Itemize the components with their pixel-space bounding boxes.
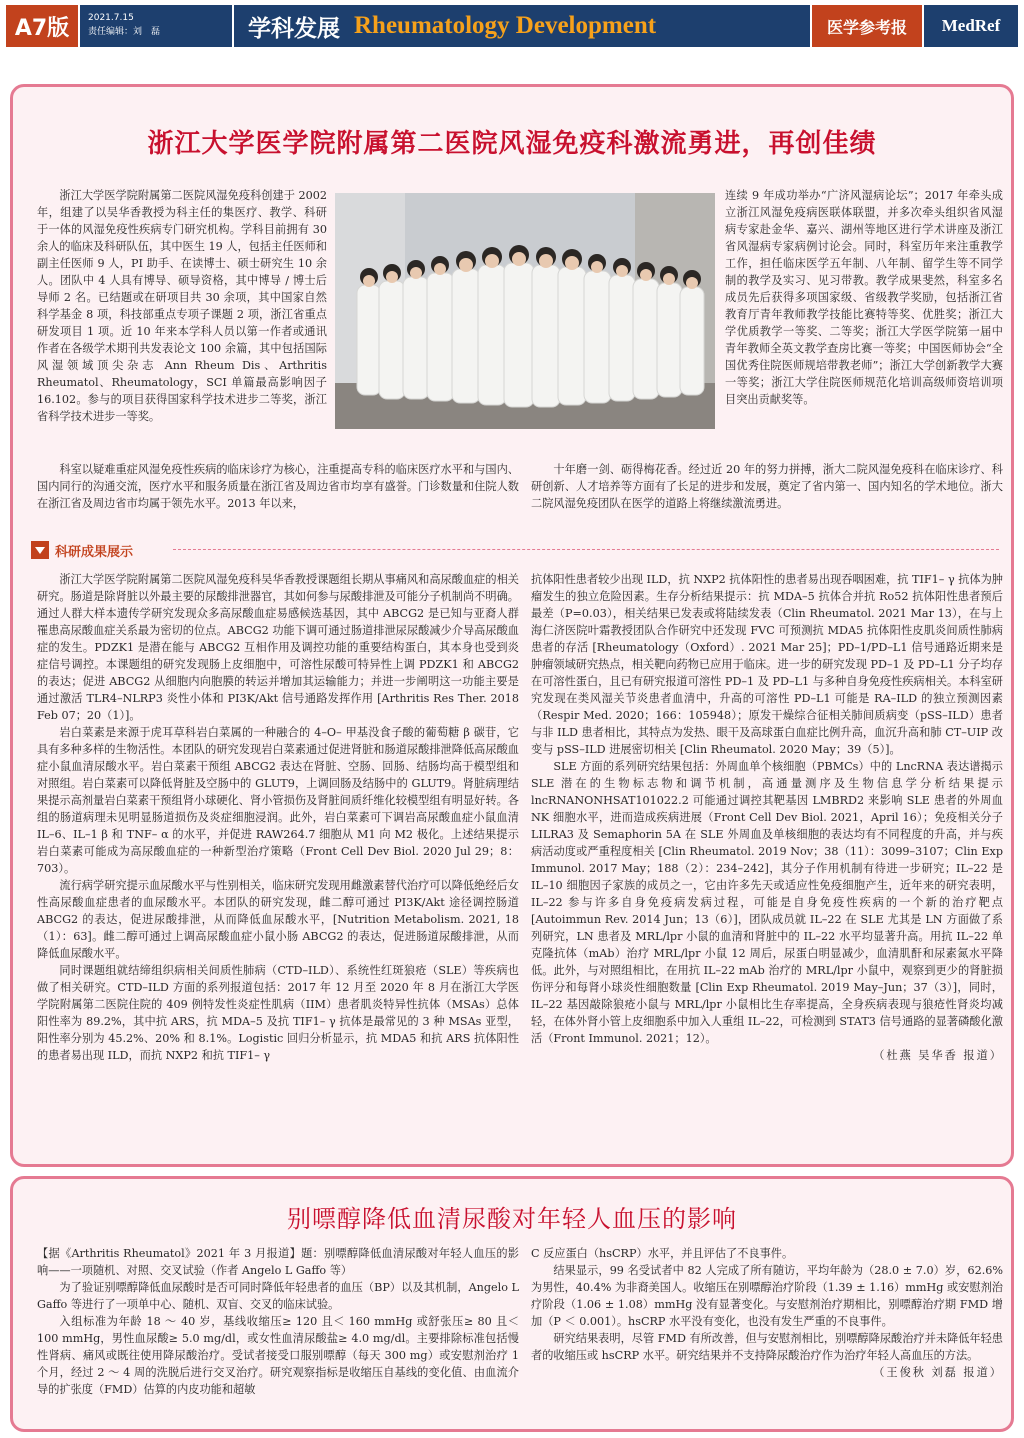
paragraph: 同时课题组就结缔组织病相关间质性肺病（CTD–ILD）、系统性红斑狼疮（SLE）等疾病也做了相关研究。CTD–ILD 方面的系列报道包括：2017 年 12 月至 2020 年 8 月在浙江大学医学院附属第二医院住院的 409 例特发性炎症性肌病（IIM）患者肌炎特异性抗体（MSAs）总体阳性率为 89.2%，其中抗 ARS，抗 MDA–5 及抗 TIF1– γ 抗体是最常见的 3 种 MSAs 亚型，阳性率分别为 45.2%、20% 和 8.1%。Logistic 回归分析显示，抗 MDA5 和抗 ARS 抗体阳性的患者易出现 ILD，而抗 NXP2 和抗 TIF1– γ <box>37 964 519 1062</box>
article-panel-main <box>10 84 1014 1167</box>
page-header <box>6 5 1018 47</box>
issue-meta <box>78 5 232 47</box>
article-panel-secondary <box>10 1176 1014 1432</box>
paragraph: 【据《Arthritis Rheumatol》2021 年 3 月报道】题：别嘌醇降低血清尿酸对年轻人血压的影响——一项随机、对照、交叉试验（作者 Angelo L Gaffo 等） <box>37 1247 519 1277</box>
paragraph: 结果显示，99 名受试者中 82 人完成了所有随访，平均年龄为（28.0 ± 7.0）岁，62.6% 为男性，40.4% 为非裔美国人。收缩压在别嘌醇治疗阶段（1.39 ± 1.16）mmHg 或安慰剂治疗阶段（1.06 ± 1.08）mmHg 没有显著变化。与安慰剂治疗期相比，别嘌醇治疗期 FMD 增加（P ＜ 0.001）。hsCRP 水平没有变化，也没有发生严重的不良事件。 <box>531 1264 1003 1328</box>
issue-editor: 责任编辑：刘 磊 <box>88 27 161 37</box>
section-title <box>232 5 810 47</box>
paragraph: 研究结果表明，尽管 FMD 有所改善，但与安慰剂相比，别嘌醇降尿酸治疗并未降低年轻患者的收缩压或 hsCRP 水平。研究结果并不支持降尿酸治疗作为治疗年轻人高血压的方法。 <box>531 1332 1003 1362</box>
paragraph: SLE 方面的系列研究结果包括：外周血单个核细胞（PBMCs）中的 LncRNA 表达谱揭示 SLE 潜在的生物标志物和调节机制，高通量测序及生物信息学分析结果提示 lncRNANONHSAT101022.2 可能通过调控其靶基因 LMBRD2 来影响 SLE 患者的外周血 NK 细胞水平，进而造成疾病进展（Front Cell Dev Biol. 2021，April 16）；免疫相关分子 LILRA3 及 Semaphorin 5A 在 SLE 外周血及单核细胞的表达均有不同程度的升高，并与疾病活动度或严重程度相关 [Clin Rheumatol. 2019 Nov；38（11）：3099–3107；Clin Exp Immunol. 2017 May；188（2）：234–242]，其分子作用机制有待进一步研究；IL–22 是 IL–10 细胞因子家族的成员之一，它由许多先天或适应性免疫细胞产生，近年来的研究表明，IL–22 参与许多自身免疫病发病过程，可能是自身免疫性疾病的一个新的治疗靶点 [Autoimmun Rev. 2014 Jun；13（6）]，团队成员就 IL–22 在 SLE 尤其是 LN 方面做了系列研究，LN 患者及 MRL/lpr 小鼠的血清和肾脏中的 IL–22 水平均显著升高。用抗 IL–22 单克隆抗体（mAb）治疗 MRL/lpr 小鼠 12 周后，尿蛋白明显减少，血清肌酐和尿素氮水平降低。此外，与对照组相比，在用抗 IL–22 mAb 治疗的 MRL/lpr 小鼠中，观察到更少的肾脏损伤评分和每肾小球炎性细胞数量 [Clin Exp Rheumatol. 2019 May–Jun；37（3）]，同时，IL–22 基因敲除狼疮小鼠与 MRL/lpr 小鼠相比生存率提高，全身疾病表现与狼疮性肾炎均减轻，在体外肾小管上皮细胞系中加入人重组 IL–22，可检测到 STAT3 信号通路的显著磷酸化激活（Front Immunol. 2021；12）。 <box>531 760 1003 1045</box>
intro-left-column-lower <box>37 461 519 512</box>
paragraph: 流行病学研究提示血尿酸水平与性别相关，临床研究发现用雌激素替代治疗可以降低绝经后女性高尿酸血症患者的血尿酸水平。本团队的研究发现，雌二醇可通过 PI3K/Akt 途径调控肠道 ABCG2 的表达，促进尿酸排泄，从而降低血尿酸水平，[Nutrition Metabolism. 2021, 18（1）：63]。雌二醇可通过上调高尿酸血症小鼠小肠 ABCG2 的表达，促进肠道尿酸排泄，从而降低血尿酸水平。 <box>37 879 519 960</box>
section-label: 科研成果展示 <box>55 544 134 560</box>
paragraph: 浙江大学医学院附属第二医院风湿免疫科吴华香教授课题组长期从事痛风和高尿酸血症的相关研究。肠道是除肾脏以外最主要的尿酸排泄器官，其如何参与尿酸排泄及可能分子机制尚不明确。通过人群大样本遗传学研究发现众多高尿酸血症易感候选基因，其中 ABCG2 是已知与亚裔人群罹患高尿酸血症关系最为密切的位点。ABCG2 功能下调可通过肠道排泄尿尿酸减少介导高尿酸血症的发生。PDZK1 是潜在能与 ABCG2 互相作用及调控功能的重要结构蛋白，其本身也受到炎症信号调控。本课题组的研究发现肠上皮细胞中，可溶性尿酸可特异性上调 PDZK1 和 ABCG2 的表达；促进 ABCG2 从细胞内向胞膜的转运并增加其运输能力；并进一步阐明这一功能主要是通过激活 TLR4–NLRP3 炎性小体和 PI3K/Akt 信号通路发挥作用 [Arthritis Res Ther. 2018 Feb 07；20（1）]。 <box>37 573 519 722</box>
intro-left-column <box>37 187 327 425</box>
paragraph: 为了验证别嘌醇降低血尿酸时是否可同时降低年轻患者的血压（BP）以及其机制，Angelo L Gaffo 等进行了一项单中心、随机、双盲、交叉的临床试验。 <box>37 1281 519 1311</box>
paragraph: 入组标准为年龄 18 ～ 40 岁，基线收缩压≥ 120 且＜ 160 mmHg 或舒张压≥ 80 且＜ 100 mmHg，男性血尿酸≥ 5.0 mg/dl，或女性血清尿酸盐≥ 4.0 mg/dl。主要排除标准包括慢性肾病、痛风或既往使用降尿酸治疗。受试者接受口服别嘌醇（每天 300 mg）或安慰剂治疗 1 个月，经过 2 ～ 4 周的洗脱后进行交叉治疗。研究观察指标是收缩压自基线的变化值、由血流介导的扩张度（FMD）估算的内皮功能和超敏 <box>37 1315 519 1396</box>
intro-right-column <box>725 187 1003 408</box>
research-right-column <box>531 571 1003 1064</box>
section-title-en: Rheumatology Development <box>354 12 657 39</box>
issue-date: 2021.7.15 <box>88 13 134 23</box>
research-left-column <box>37 571 519 1064</box>
paragraph: 十年磨一剑、砺得梅花香。经过近 20 年的努力拼搏，浙大二院风湿免疫科在临床诊疗、科研创新、人才培养等方面有了长足的进步和发展，奠定了省内第一、国内知名的学术地位。浙大二院风湿免疫团队在医学的道路上将继续激流勇进。 <box>531 463 1003 510</box>
paragraph: 岩白菜素是来源于虎耳草科岩白菜属的一种融合的 4–O– 甲基没食子酸的葡萄糖 β 碳苷，它具有多种多样的生物活性。本团队的研究发现岩白菜素通过促进肾脏和肠道尿酸排泄降低高尿酸血症小鼠血清尿酸水平。岩白菜素干预组 ABCG2 表达在肾脏、空肠、回肠、结肠均高于模型组和对照组。岩白菜素可以降低肾脏及空肠中的 GLUT9，上调回肠及结肠中的 GLUT9。肾脏病理结果提示高剂量岩白菜素干预组肾小球硬化、肾小管损伤及肾脏间质纤维化较模型组有明显好转。各组的肠道病理未见明显肠道损伤及炎症细胞浸润。此外，岩白菜素可下调岩高尿酸血症小鼠血清 IL–6、IL–1 β 和 TNF– α 的水平，并促进 RAW264.7 细胞从 M1 向 M2 极化。上述结果提示岩白菜素可能成为高尿酸血症的一种新型治疗策略（Front Cell Dev Biol. 2020 Jul 29；8：703）。 <box>37 726 519 875</box>
article-title: 浙江大学医学院附属第二医院风湿免疫科激流勇进，再创佳绩 <box>147 129 877 159</box>
article2-right-column <box>531 1245 1003 1381</box>
byline: （杜燕 吴华香 报道） <box>873 1049 1003 1062</box>
paragraph: 连续 9 年成功举办“广济风湿病论坛”；2017 年牵头成立浙江风湿免疫病医联体联盟，并多次牵头组织省风湿病专家赴金华、嘉兴、湖州等地区进行学术讲座及浙江省风湿病专家病例讨论会。同时，科室历年来注重教学工作，担任临床医学五年制、八年制、留学生等不同学制的教学及实习、见习带教。教学成果斐然，科室多名成员先后获得多项国家级、省级教学奖励，包括浙江省教育厅青年教师教学技能比赛特等奖、优胜奖；浙江大学优质教学一等奖、二等奖；浙江大学医学院第一届中青年教师全英文教学查房比赛一等奖；中国医师协会“全国优秀住院医师规培带教老师”；浙江大学创新教学大赛一等奖；浙江大学住院医师规范化培训高级师资培训项目突出贡献奖等。 <box>725 189 1003 406</box>
paragraph: C 反应蛋白（hsCRP）水平，并且评估了不良事件。 <box>531 1247 794 1260</box>
page-number: A7版 <box>6 5 78 47</box>
brand-name-en: MedRef <box>922 5 1018 47</box>
section-title-cn: 学科发展 <box>248 14 340 42</box>
paragraph: 科室以疑难重症风湿免疫性疾病的临床诊疗为核心，注重提高专科的临床医疗水平和与国内、国内同行的沟通交流，医疗水平和服务质量在浙江省及周边省市均享有盛誉。门诊数量和住院人数在浙江省及周边省市均属于领先水平。2013 年以来， <box>37 463 519 510</box>
section-ribbon <box>31 539 133 561</box>
triangle-down-icon <box>31 541 49 559</box>
team-photo <box>335 193 715 429</box>
paragraph: 抗体阳性患者较少出现 ILD，抗 NXP2 抗体阳性的患者易出现吞咽困难，抗 TIF1– γ 抗体为肿瘤发生的独立危险因素。生存分析结果提示：抗 MDA–5 抗体合并抗 Ro52 抗体阳性患者预后最差（P=0.03），相关结果已发表或将陆续发表（Clin Rheumatol. 2021 Mar 13），在与上海仁济医院叶霜教授团队合作研究中还发现 FVC 可预测抗 MDA5 抗体阳性皮肌炎间质性肺病患者的存活 [Rheumatology（Oxford）. 2021 Mar 25]；PD–1/PD–L1 信号通路近期来是肿瘤领域研究热点，相关靶向药物已应用于临床。进一步的研究发现 PD–1 及 PD–L1 分子均存在可溶性蛋白，且已有研究报道可溶性 PD–1 及 PD–L1 与多种自身免疫性疾病相关。本科室研究发现在类风湿关节炎患者血清中，升高的可溶性 PD–L1 可能是 RA–ILD 的独立预测因素（Respir Med. 2020；166：105948）；原发干燥综合征相关肺间质病变（pSS–ILD）患者与非 ILD 患者相比，其特点为发热、眼干及高球蛋白血症比例升高，血沉升高和肺 CT–UIP 改变与 pSS–ILD 进展密切相关 [Clin Rheumatol. 2020 May；39（5）]。 <box>531 573 1003 756</box>
article-title: 别嘌醇降低血清尿酸对年轻人血压的影响 <box>287 1205 737 1233</box>
paragraph: 浙江大学医学院附属第二医院风湿免疫科创建于 2002 年，组建了以吴华香教授为科主任的集医疗、教学、科研于一体的风湿免疫性疾病专门研究机构。学科目前拥有 30 余人的临床及科研队伍，其中医生 19 人，包括主任医师和副主任医师 9 人，PI 助手、在读博士、硕士研究生 10 余人。团队中 4 人具有博导、硕导资格，其中博导 / 博士后导师 2 名。已结题或在研项目共 30 余项，其中国家自然科学基金 8 项，科技部重点专项子课题 2 项，浙江省重点研发项目 1 项。近 10 年来本学科人员以第一作者或通讯作者在各级学术期刊共发表论文 100 余篇，其中包括国际风湿领域顶尖杂志 Ann Rheum Dis、Arthritis Rheumatol、Rheumatology，SCI 单篇最高影响因子 16.102。参与的项目获得国家科学技术进步二等奖，浙江省科学技术进步一等奖。 <box>37 189 327 423</box>
divider <box>173 549 999 550</box>
intro-right-column-lower <box>531 461 1003 512</box>
article2-left-column <box>37 1245 519 1398</box>
byline: （王俊秋 刘磊 报道） <box>873 1366 1003 1379</box>
brand-name-cn: 医学参考报 <box>810 5 922 47</box>
team-photo-illustration <box>335 193 715 429</box>
